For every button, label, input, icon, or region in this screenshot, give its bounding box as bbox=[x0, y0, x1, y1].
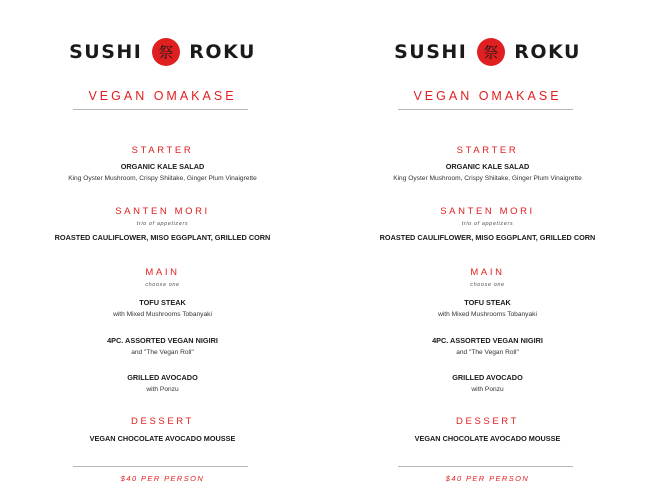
emblem-icon bbox=[476, 37, 506, 67]
logo-word-right: ROKU bbox=[189, 41, 256, 63]
dish-name: ROASTED CAULIFLOWER, MISO EGGPLANT, GRILLED CORN bbox=[54, 233, 271, 242]
dish-name: 4PC. ASSORTED VEGAN NIGIRI bbox=[432, 336, 543, 345]
dish-name: ORGANIC KALE SALAD bbox=[120, 162, 205, 171]
dish-name: VEGAN CHOCOLATE AVOCADO MOUSSE bbox=[89, 434, 236, 443]
dish-description: with Mixed Mushrooms Tobanyaki bbox=[438, 311, 537, 318]
menu-title: VEGAN OMAKASE bbox=[413, 89, 562, 103]
section-note: choose one bbox=[470, 282, 505, 288]
menu-panel-right bbox=[325, 0, 650, 502]
dish-name: VEGAN CHOCOLATE AVOCADO MOUSSE bbox=[414, 434, 561, 443]
title-divider bbox=[398, 109, 573, 110]
dish-name: 4PC. ASSORTED VEGAN NIGIRI bbox=[107, 336, 218, 345]
price-label: $40 PER PERSON bbox=[445, 474, 530, 483]
section-heading-main: MAIN bbox=[145, 267, 180, 278]
logo bbox=[325, 37, 650, 67]
dish-description: and "The Vegan Roll" bbox=[456, 349, 519, 356]
section-heading-dessert: DESSERT bbox=[456, 416, 519, 427]
logo-word-right: ROKU bbox=[514, 41, 581, 63]
menu-title: VEGAN OMAKASE bbox=[88, 89, 237, 103]
section-note: choose one bbox=[145, 282, 180, 288]
dish-description: King Oyster Mushroom, Crispy Shiitake, Ginger Plum Vinaigrette bbox=[68, 175, 257, 182]
emblem-glyph: 祭 bbox=[483, 43, 499, 62]
price-divider bbox=[398, 466, 573, 467]
section-heading-main: MAIN bbox=[470, 267, 505, 278]
logo bbox=[0, 37, 325, 67]
dish-description: and "The Vegan Roll" bbox=[131, 349, 194, 356]
section-note: trio of appetizers bbox=[461, 221, 514, 227]
dish-name: GRILLED AVOCADO bbox=[127, 373, 198, 382]
dish-name: ROASTED CAULIFLOWER, MISO EGGPLANT, GRILLED CORN bbox=[379, 233, 596, 242]
logo-word-left: SUSHI bbox=[69, 41, 143, 63]
logo-word-left: SUSHI bbox=[394, 41, 468, 63]
dish-name: ORGANIC KALE SALAD bbox=[445, 162, 530, 171]
section-heading-starter: STARTER bbox=[131, 145, 194, 156]
price-label: $40 PER PERSON bbox=[120, 474, 205, 483]
emblem-icon bbox=[151, 37, 181, 67]
dish-description: with Ponzu bbox=[146, 386, 179, 393]
section-heading-starter: STARTER bbox=[456, 145, 519, 156]
title-divider bbox=[73, 109, 248, 110]
emblem-glyph: 祭 bbox=[158, 43, 174, 62]
dish-name: TOFU STEAK bbox=[464, 298, 511, 307]
price-divider bbox=[73, 466, 248, 467]
section-note: trio of appetizers bbox=[136, 221, 189, 227]
dish-name: TOFU STEAK bbox=[139, 298, 186, 307]
dish-description: with Ponzu bbox=[471, 386, 504, 393]
section-heading-santen-mori: SANTEN MORI bbox=[115, 206, 210, 217]
section-heading-santen-mori: SANTEN MORI bbox=[440, 206, 535, 217]
dish-description: King Oyster Mushroom, Crispy Shiitake, Ginger Plum Vinaigrette bbox=[393, 175, 582, 182]
dish-name: GRILLED AVOCADO bbox=[452, 373, 523, 382]
dish-description: with Mixed Mushrooms Tobanyaki bbox=[113, 311, 212, 318]
section-heading-dessert: DESSERT bbox=[131, 416, 194, 427]
